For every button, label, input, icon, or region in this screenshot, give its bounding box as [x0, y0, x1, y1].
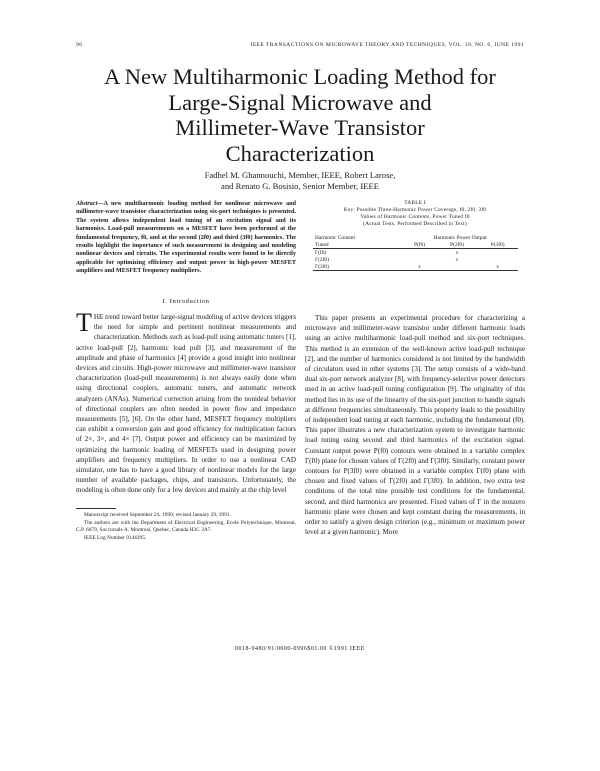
table-row: [313, 256, 518, 263]
table-cell: x: [455, 256, 459, 263]
table-cell: [402, 256, 436, 263]
table-row: [313, 263, 518, 271]
title-line: Large-Signal Microwave and: [168, 89, 432, 115]
table-subhead: P(f0): [402, 241, 436, 249]
table-cell: Γ(f0): [315, 249, 327, 256]
table-cell: [437, 263, 478, 271]
table-caption-line: Values of Harmonic Contents, Power Tuned f0: [360, 214, 470, 220]
introduction-text: [76, 308, 296, 496]
abstract: [76, 200, 296, 276]
title-line: Millimeter-Wave Transistor: [175, 115, 425, 140]
section-heading: I. Introduction: [162, 298, 210, 305]
author-line: Fadhel M. Ghannouchi, Member, IEEE, Robert Larose,: [204, 170, 396, 180]
table-1: [305, 200, 525, 271]
table-cell: x: [455, 249, 459, 256]
table-caption: [305, 200, 525, 228]
intro-body: HE trend toward better large-signal modeling of active devices triggers the need for simple and pertinent nonlinear measurements and characterization. Methods such as load-pull using automatic tuners [1], active load-pull [2], harmonic load pull [3], and measurement of the amplitude and phase of harmonics [4] provide a good insight into nonlinear devices and circuits. High-power microwave and millimeter-wave transistor characterization (load-pull measurements) is not always easily done when using directional couplers, automatic tuners, and automatic network analyzers (ANAs). Numerical correction arising from the nonideal behavior of directional couplers are often needed in power flow and impedance measurements [5], [6]. On the other hand, MESFET frequency multipliers can exhibit a conversion gain and good efficiency for multiplication factors of 2×, 3×, and 4× [7]. Output power and efficiency can be maximized by optimizing the harmonic loading of MESFETs used in designing power amplifiers and frequency multipliers. In order to use a nonlinear CAD simulator, one has to have a good library of nonlinear models for the large number of available packages, chips, and transistors. Unfortunately, the modeling is often done only for a few devices and mainly at the chip level: [76, 313, 296, 495]
author-line: and Renato G. Bosisio, Senior Member, IEEE: [221, 181, 379, 191]
table-subhead: P(3f0): [477, 241, 518, 249]
table-row: [313, 249, 518, 257]
table-caption-line: (Actual Tests, Performed Described in Text): [363, 221, 467, 227]
table-cell: [402, 249, 436, 257]
footnote-divider: [76, 508, 116, 509]
author-list: [120, 170, 480, 192]
harmonic-table: [313, 234, 518, 271]
running-title: IEEE TRANSACTIONS ON MICROWAVE THEORY AND TECHNIQUES, VOL. 39, NO. 6, JUNE 1991: [250, 42, 524, 48]
right-column-text: [305, 313, 525, 537]
table-cell: [477, 256, 518, 263]
page-number: 96: [76, 42, 83, 48]
paper-title: [60, 64, 540, 166]
footnotes: [76, 512, 296, 543]
footnote: IEEE Log Number 9144295.: [84, 535, 147, 541]
title-line: Characterization: [225, 140, 375, 166]
table-group-head: Harmonic Power Output: [433, 234, 487, 241]
drop-cap: T: [76, 308, 92, 337]
table-caption-line: TABLE I: [404, 200, 426, 206]
table-head-harmonic: Harmonic Content: [315, 234, 355, 241]
abstract-label: Abstract: [76, 200, 98, 207]
table-head-tuned: Tuned: [313, 241, 402, 249]
table-cell: x: [402, 263, 436, 271]
table-cell: Γ(2f0): [315, 256, 329, 263]
table-caption-line: Key: Possible Three-Harmonic Power Coverage, f0, 2f0, 3f0: [343, 207, 487, 213]
table-cell: x: [477, 263, 518, 271]
table-cell: Γ(3f0): [313, 263, 402, 271]
running-header: [76, 42, 524, 54]
table-subhead: P(2f0): [437, 241, 478, 249]
page-footer: 0018-9480/91/0600-0996$01.00 ©1991 IEEE: [235, 646, 365, 652]
footnote: The authors are with the Department of Electrical Engineering, Ecole Polytechnique, Montreal, C.P. 6079, Succursale A, Montreal, Quebec, Canada H3C 3A7.: [76, 520, 296, 533]
paragraph: This paper presents an experimental procedure for characterizing a microwave and millimeter-wave transistor under different harmonic loads using an active multiharmonic load-pull method and six-port techniques. This method is an extension of the well-known active load-pull technique [2], and the number of harmonics considered is not limited by the bandwidth of circulators used in other systems [3]. The setup consists of a wide-band dual six-port network analyzer [8], with frequency-selective power detectors used in an active load-pull tuning configuration [9]. The originality of this method lies in its use of the linearity of the six-port junction to handle signals at different frequencies simultaneously. This property leads to the possibility of independent load tuning at each harmonic, including the fundamental (f0). This paper illustrates a new characterization system to investigate harmonic load tuning using second and third harmonics of the excitation signal. Constant output power P(f0) contours were obtained in a variable complex Γ(f0) plane for chosen values of Γ(2f0) and Γ(3f0). Similarly, constant power contours for P(3f0) were obtained in a variable complex Γ(f0) plane with chosen and fixed values of Γ(2f0) and Γ(3f0). In addition, two extra test conditions of the total nine possible test conditions for the fundamental, second, and third harmonics are presented. Fixed values of Γ in the nonzero harmonic plane were chosen and kept constant during the measurements, in order to satisfy a given design criterion (e.g., minimum or maximum power level at a given harmonic). More: [305, 314, 525, 537]
title-line: A New Multiharmonic Loading Method for: [104, 64, 496, 89]
table-cell: [477, 249, 518, 257]
footnote: Manuscript received September 24, 1990; revised January 29, 1991.: [84, 512, 231, 518]
abstract-text: —A new multiharmonic loading method for nonlinear microwave and millimeter-wave transistor characterization using six-port techniques is presented. The system allows independent load tuning of an excitation signal and its harmonics. Load-pull measurements on a MESFET have been performed at the fundamental frequency, f0, and at the second (2f0) and third (3f0) harmonics. The results highlight the importance of such measurement in designing and modeling nonlinear devices and circuits. The experimental results were found to be directly applicable for optimizing efficiency and output power in high-power MESFET amplifiers and MESFET frequency multipliers.: [76, 200, 296, 275]
